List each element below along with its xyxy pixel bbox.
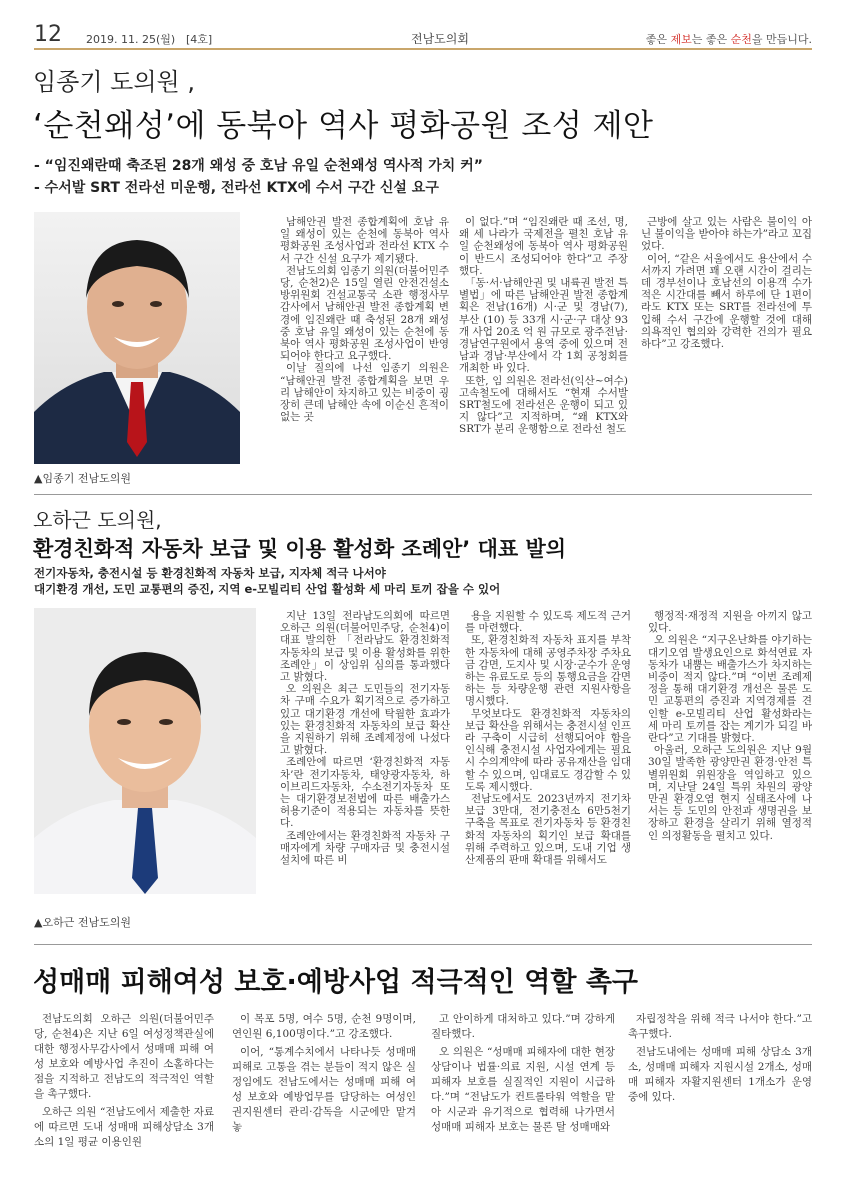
article2-subhead-1: 전기자동차, 충전시설 등 환경친화적 자동차 보급, 지자체 적극 나서야 xyxy=(34,566,386,580)
issue-number: [4호] xyxy=(186,33,213,46)
paragraph: 전남도의회 오하근 의원(더불어민주당, 순천4)은 지난 6일 여성정책관실에 대한 행정사무감사에서 성매매 피해 여성 보호와 예방사업 추진이 소홀하다는 점을 지적하고 전남도의 적극적인 역할을 촉구했다. xyxy=(34,1013,214,1100)
paragraph: 조례안에 따르면 ‘환경친화적 자동차’란 전기자동차, 태양광자동차, 하이브리드자동차, 수소전기자동차 또는 대기환경보전법에 따른 배출가스 허용기준이 적용되는 자동차를 뜻한다. xyxy=(280,756,450,830)
paragraph: 이 없다.”며 “임진왜란 때 조선, 명, 왜 세 나라가 국제전을 펼친 호남 유일 순천왜성에 동북아 역사 평화공원이 반드시 조성되어야 한다”고 주장했다. xyxy=(459,216,628,277)
article3-column-2 xyxy=(232,1012,416,1190)
portrait-image xyxy=(34,608,256,894)
article2-column-2 xyxy=(465,610,631,920)
article3-column-4 xyxy=(628,1012,812,1190)
article1-column-1 xyxy=(280,216,449,474)
paragraph: 오 의원은 “지구온난화를 야기하는 대기오염 발생요인으로 화석연료 자동차가 내뿜는 배출가스가 차지하는 비중이 적지 않다.”며 “이번 조례제정을 통해 대기환경 개선은 물론 도민 교통편의 증진과 지역경제를 견인할 e-모빌리티 산업 활성화라는 세 마리 토끼를 잡는 계기가 되길 바란다”고 기대를 밝혔다. xyxy=(648,634,812,745)
article1-headline: ‘순천왜성’에 동북아 역사 평화공원 조성 제안 xyxy=(33,108,654,144)
section-divider xyxy=(34,944,812,945)
article1-kicker: 임종기 도의원 , xyxy=(33,68,195,96)
paragraph: 행정적·재정적 지원을 아끼지 않고 있다. xyxy=(648,610,812,635)
article2-kicker: 오하근 도의원, xyxy=(33,508,162,532)
article1-column-3 xyxy=(641,216,812,474)
article1-subhead-2: - 수서발 SRT 전라선 미운행, 전라선 KTX에 수서 구간 신설 요구 xyxy=(34,180,439,196)
page-number: 12 xyxy=(34,22,62,47)
paragraph: 지난 13일 전라남도의회에 따르면 오하근 의원(더불어민주당, 순천4)이 대표 발의한 「전라남도 환경친화적 자동차의 보급 및 이용 활성화를 위한 조례안」이 상임위 심의를 통과했다고 밝혔다. xyxy=(280,610,450,684)
article2-column-1 xyxy=(280,610,450,920)
article1-photo xyxy=(34,212,240,464)
paragraph: 무엇보다도 환경친화적 자동차의 보급 확산을 위해서는 충전시설 인프라 구축이 시급히 선행되어야 함을 인식해 충전시설 사업자에게는 필요시 수의계약에 따라 공유재산을 임대할 수 있으며, 임대료도 경감할 수 있도록 제시했다. xyxy=(465,707,631,793)
paragraph: 이 목포 5명, 여수 5명, 순천 9명이며, 연인원 6,100명이다.”고 강조했다. xyxy=(232,1013,416,1040)
slogan-red-2: 순천 xyxy=(730,33,752,46)
paragraph: 용을 지원할 수 있도록 제도적 근거를 마련했다. xyxy=(465,610,631,635)
paragraph: 「동·서·남해안권 및 내륙권 발전 특별법」에 따른 남해안권 발전 종합계획은 전남(16개) 시·군 및 경남(7), 부산 (10) 등 33개 시·군·구 대상 93개 사업 20조 억 원 규모로 광주전남·경남연구원에서 용역 중에 있으며 전남과 경남·부산에서 각 1회 공청회를 개최한 바 있다. xyxy=(459,277,628,375)
article1-column-2 xyxy=(459,216,628,474)
article2-photo-caption: ▲오하근 전남도의원 xyxy=(34,916,131,929)
slogan-mid: 는 좋은 xyxy=(691,33,731,46)
paragraph: 아울러, 오하근 도의원은 지난 9월 30일 발족한 광양만권 환경·안전 특별위원회 위원장을 역임하고 있으며, 지난달 24일 특위 차원의 광양만권 환경오염 현지 실태조사에 나서는 등 도민의 안전과 생명권을 보장하고 환경을 살리기 위해 열정적인 의정활동을 펼치고 있다. xyxy=(648,744,812,842)
paragraph: 남해안권 발전 종합계획에 호남 유일 왜성이 있는 순천에 동북아 역사 평화공원 조성사업과 전라선 KTX 수서 구간 신설 요구가 제기됐다. xyxy=(280,216,449,265)
article3-column-1 xyxy=(34,1012,214,1190)
issue-date: 2019. 11. 25(월) xyxy=(86,33,176,46)
paragraph: 이어, “통계수치에서 나타나듯 성매매 피해로 고통을 겪는 분들이 적지 않은 실정임에도 전남도에서는 성매매 피해 여성 보호와 예방업무를 담당하는 여성인권지원센터 관리·감독을 시군에만 맡겨 놓 xyxy=(232,1046,416,1133)
article3-headline: 성매매 피해여성 보호·예방사업 적극적인 역할 촉구 xyxy=(33,967,638,998)
paragraph: 전남도에서도 2023년까지 전기차 보급 3만대, 전기충전소 6만5천기 구축을 목표로 전기자동차 등 환경친화적 자동차의 획기인 보급 확대를 위해 주력하고 있으며, 도내 기업 생산제품의 판매 확대를 위해서도 xyxy=(465,793,631,867)
paragraph: 고 안이하게 대처하고 있다.”며 강하게 질타했다. xyxy=(431,1013,615,1040)
paragraph: 또한, 임 의원은 전라선(익산~여수) 고속철도에 대해서도 “현재 수서발 SRT철도에 전라선은 운행이 되고 있지 않다”고 지적하며, “왜 KTX와 SRT가 분리 운행함으로 전라선 철도 xyxy=(459,374,628,436)
paragraph: 오하근 의원 “전남도에서 제출한 자료에 따르면 도내 성매매 피해상담소 3개소의 1일 평균 이용인원 xyxy=(34,1106,214,1148)
paragraph: 이어, “같은 서울에서도 용산에서 수서까지 가려면 꽤 오랜 시간이 걸리는데 경부선이나 호남선의 이용객 수가 적은 시간대를 빼서 하루에 단 1편이라도 KTX 또는 SRT를 전라선에 투입해 수서 구간에 운행할 것에 대해 의욕적인 협의와 강력한 건의가 필요하다”고 강조했다. xyxy=(641,252,812,351)
slogan-red-1: 제보 xyxy=(670,33,692,46)
paragraph: 전남도내에는 성매매 피해 상담소 3개소, 성매매 피해자 지원시설 2개소, 성매매 피해자 자활지원센터 1개소가 운영 중에 있다. xyxy=(628,1046,812,1103)
section-divider xyxy=(34,494,812,495)
paper-name: 전남도의회 xyxy=(411,32,469,46)
slogan xyxy=(646,31,812,47)
paragraph: 근방에 살고 있는 사람은 불이익 아닌 불이익을 받아야 하는가”라고 꼬집었다. xyxy=(641,216,812,253)
paragraph: 또, 환경친화적 자동차 표지를 부착한 자동차에 대해 공영주차장 주차요금 감면, 도지사 및 시장·군수가 운영하는 유료도로 등의 통행요금을 감면하는 등 차량운행 관련 지원사항을 명시했다. xyxy=(465,634,631,708)
paragraph: 조례안에서는 환경친화적 자동차 구매자에게 차량 구매자금 및 충전시설 설치에 따른 비 xyxy=(280,829,450,867)
masthead xyxy=(34,24,812,50)
article2-headline: 환경친화적 자동차 보급 및 이용 활성화 조례안’ 대표 발의 xyxy=(33,537,567,561)
paragraph: 오 의원은 최근 도민들의 전기자동차 구매 수요가 획기적으로 증가하고 있고 대기환경 개선에 탁월한 효과가 있는 환경친화적 자동차의 보급 확산을 지원하기 위해 조례제정에 나섰다고 밝혔다. xyxy=(280,683,450,757)
article2-column-3 xyxy=(648,610,812,920)
article2-photo xyxy=(34,608,256,894)
article1-photo-caption: ▲임종기 전남도의원 xyxy=(34,472,131,485)
article1-subhead-1: - “임진왜란때 축조된 28개 왜성 중 호남 유일 순천왜성 역사적 가치 커” xyxy=(34,158,483,174)
paragraph: 자립정착을 위해 적극 나서야 한다.”고 촉구했다. xyxy=(628,1013,812,1040)
paragraph: 오 의원은 “성매매 피해자에 대한 현장상담이나 법률·의료 지원, 시설 연계 등 피해자 보호를 실질적인 지원이 시급하다.”며 “전남도가 컨트롤타워 역할을 맡아 시군과 유기적으로 협력해 나가면서 성매매 피해자 보호는 물론 탈 성매매와 xyxy=(431,1046,615,1133)
paragraph: 전남도의회 임종기 의원(더불어민주당, 순천2)은 15일 열린 안전건설소방위원회 건설교통국 소관 행정사무감사에서 남해안권 발전 종합계획 변경에 임진왜란 때 축성된 28개 왜성 중 호남 유일 왜성이 있는 순천에 동북아 역사 평화공원 조성사업이 반영되어야 한다고 요구했다. xyxy=(280,264,449,363)
article3-column-3 xyxy=(431,1012,615,1190)
paragraph: 이날 질의에 나선 임종기 의원은 “남해안권 발전 종합계획을 보면 우리 남해안이 차지하고 있는 비중이 굉장히 큰데 남해안 속에 이순신 흔적이 없는 곳 xyxy=(280,362,449,424)
slogan-post: 을 만듭니다. xyxy=(751,33,812,46)
article2-subhead-2: 대기환경 개선, 도민 교통편의 증진, 지역 e-모빌리티 산업 활성화 세 마리 토끼 잡을 수 있어 xyxy=(34,582,501,596)
portrait-image xyxy=(34,212,240,464)
slogan-pre: 좋은 xyxy=(645,33,671,46)
